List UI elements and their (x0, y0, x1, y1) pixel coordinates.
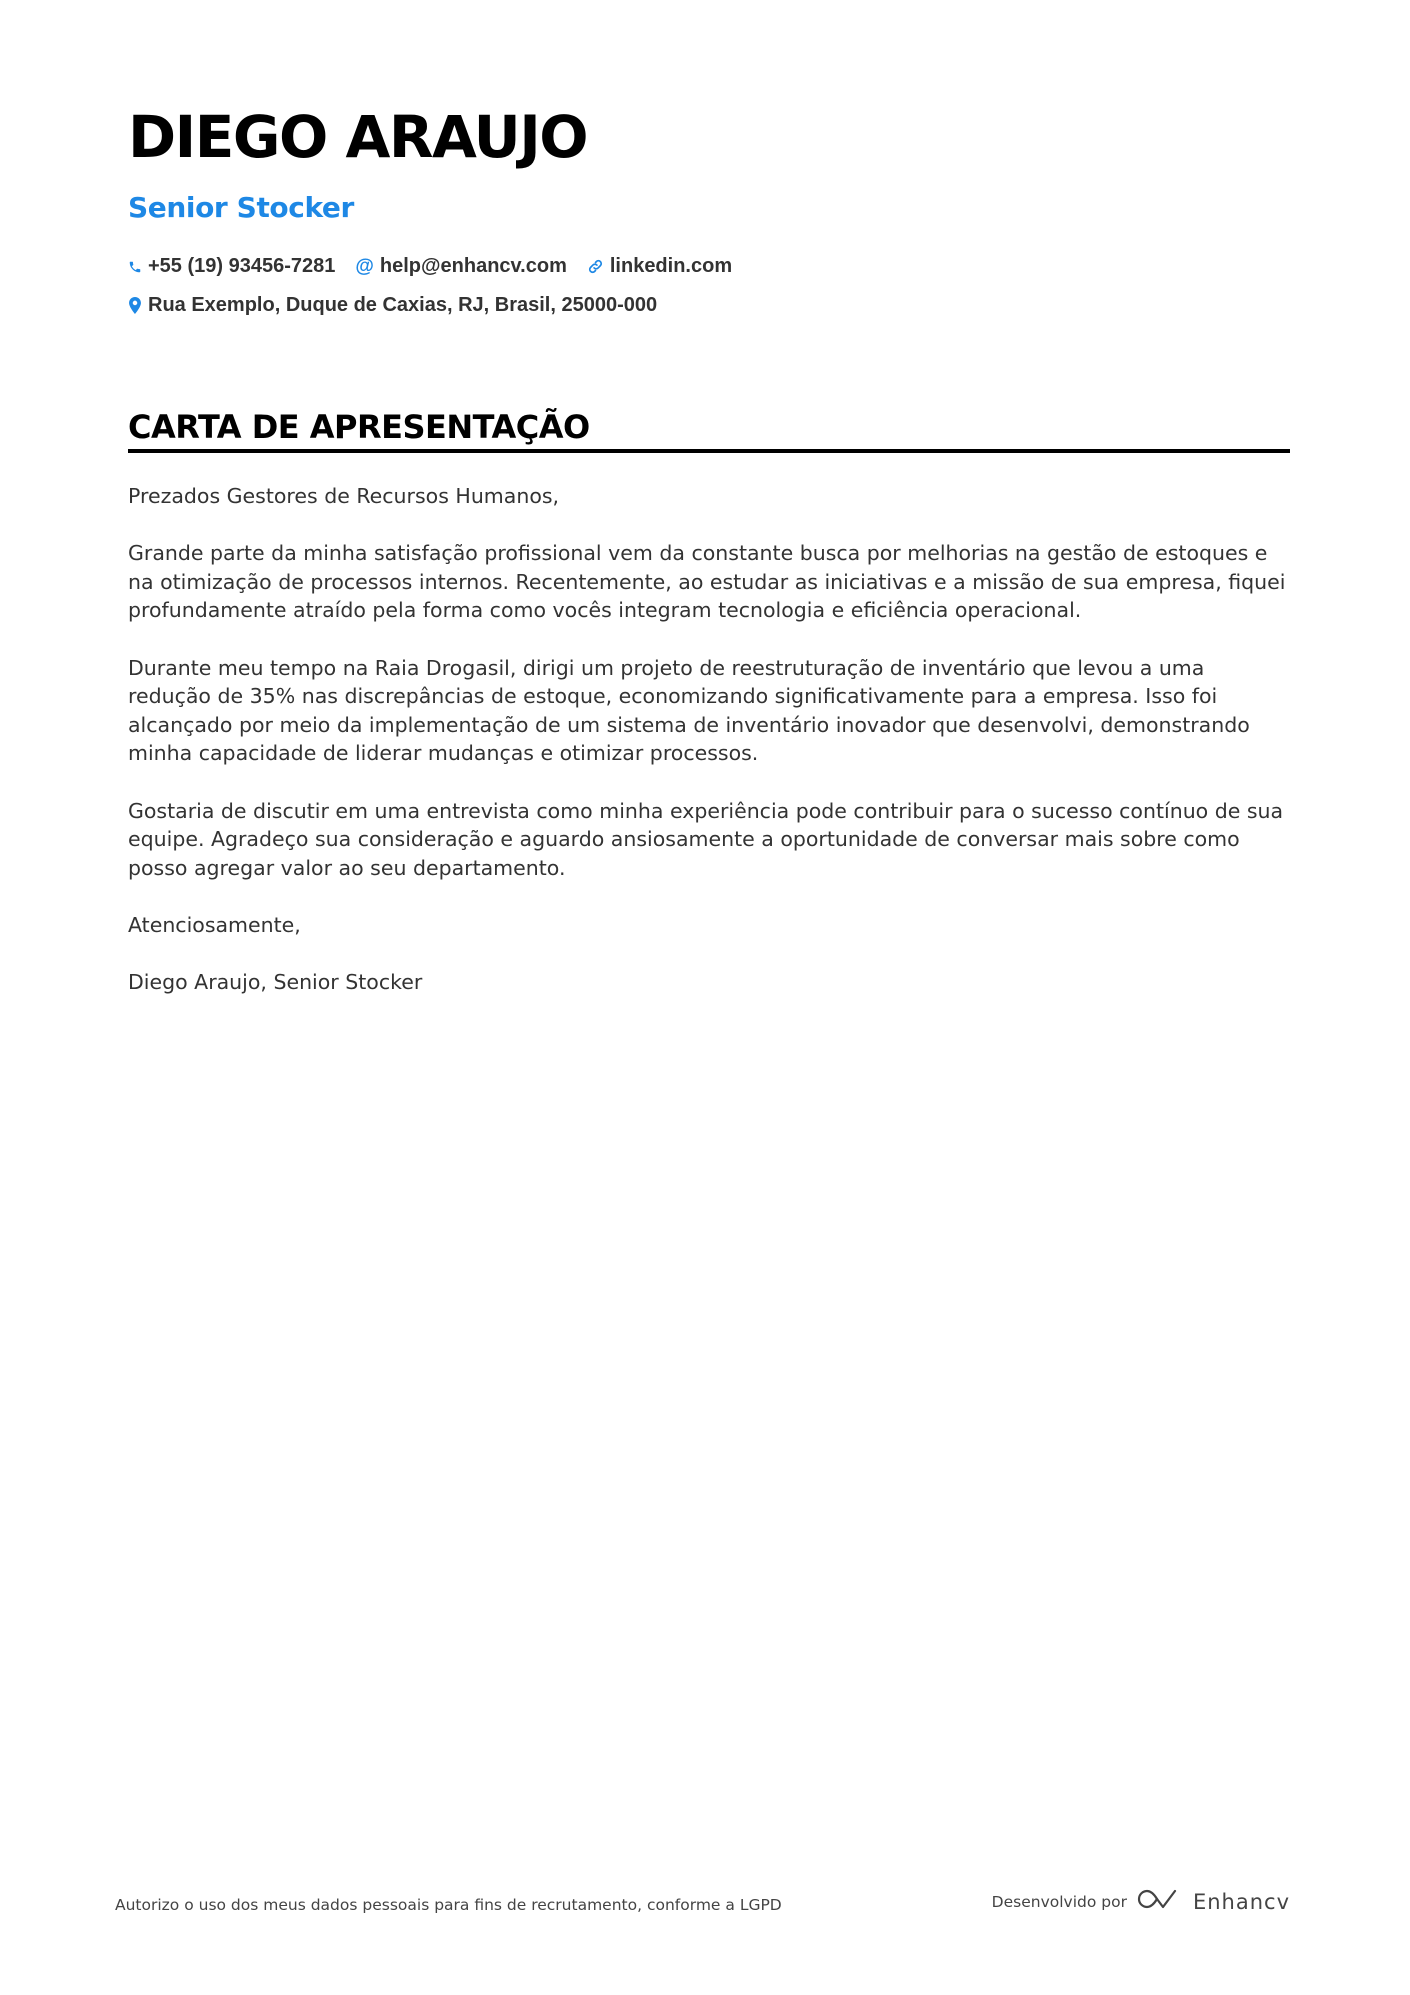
letter-paragraph: Durante meu tempo na Raia Drogasil, dirigi um projeto de reestruturação de inventário que levou a uma redução de 35% nas discrepâncias de estoque, economizando significativamente para a empresa. Isso foi alcançado por meio da implementação de um sistema de inventário inovador que desenvolvi, demonstrando minha capacidade de liderar mudanças e otimizar processos. (128, 655, 1250, 766)
section-title: CARTA DE APRESENTAÇÃO (128, 408, 590, 446)
enhancv-logo-icon (1137, 1887, 1183, 1916)
location-pin-icon (128, 297, 142, 314)
phone-icon (128, 260, 142, 274)
powered-by-label: Desenvolvido por (991, 1892, 1127, 1911)
brand[interactable] (1137, 1887, 1290, 1916)
email-address[interactable]: help@enhancv.com (379, 255, 567, 277)
section-divider (128, 449, 1290, 453)
letter-paragraph: Gostaria de discutir em uma entrevista como minha experiência pode contribuir para o sucesso contínuo de sua equipe. Agradeço sua consideração e aguardo ansiosamente a oportunidade de conversar mais sobre como posso agregar valor ao seu departamento. (128, 798, 1284, 880)
footer-consent: Autorizo o uso dos meus dados pessoais para fins de recrutamento, conforme a LGPD (115, 1896, 782, 1914)
letter-body (128, 482, 1290, 1025)
letter-closing: Atenciosamente, (128, 912, 301, 937)
contact-row (128, 255, 732, 278)
phone-number: +55 (19) 93456-7281 (148, 255, 336, 277)
at-icon: @ (355, 256, 374, 277)
contact-address (128, 294, 657, 317)
profile-link[interactable]: linkedin.com (609, 255, 733, 277)
contact-phone (128, 255, 335, 278)
address-row (128, 294, 657, 317)
letter-paragraph: Grande parte da minha satisfação profissional vem da constante busca por melhorias na gestão de estoques e na otimização de processos internos. Recentemente, ao estudar as iniciativas e a missão de sua empresa, fiquei profundamente atraído pela forma como vocês integram tecnologia e eficiência operacional. (128, 541, 1286, 623)
footer-powered-by[interactable] (992, 1887, 1290, 1916)
link-icon (587, 258, 604, 275)
brand-name: Enhancv (1192, 1889, 1290, 1914)
job-title: Senior Stocker (128, 191, 354, 224)
candidate-name: DIEGO ARAUJO (128, 103, 588, 171)
contact-link[interactable] (587, 255, 732, 278)
letter-signature: Diego Araujo, Senior Stocker (128, 970, 423, 995)
address-text: Rua Exemplo, Duque de Caxias, RJ, Brasil, 25000-000 (148, 294, 658, 316)
letter-greeting: Prezados Gestores de Recursos Humanos, (128, 484, 560, 508)
contact-email[interactable] (355, 255, 566, 278)
